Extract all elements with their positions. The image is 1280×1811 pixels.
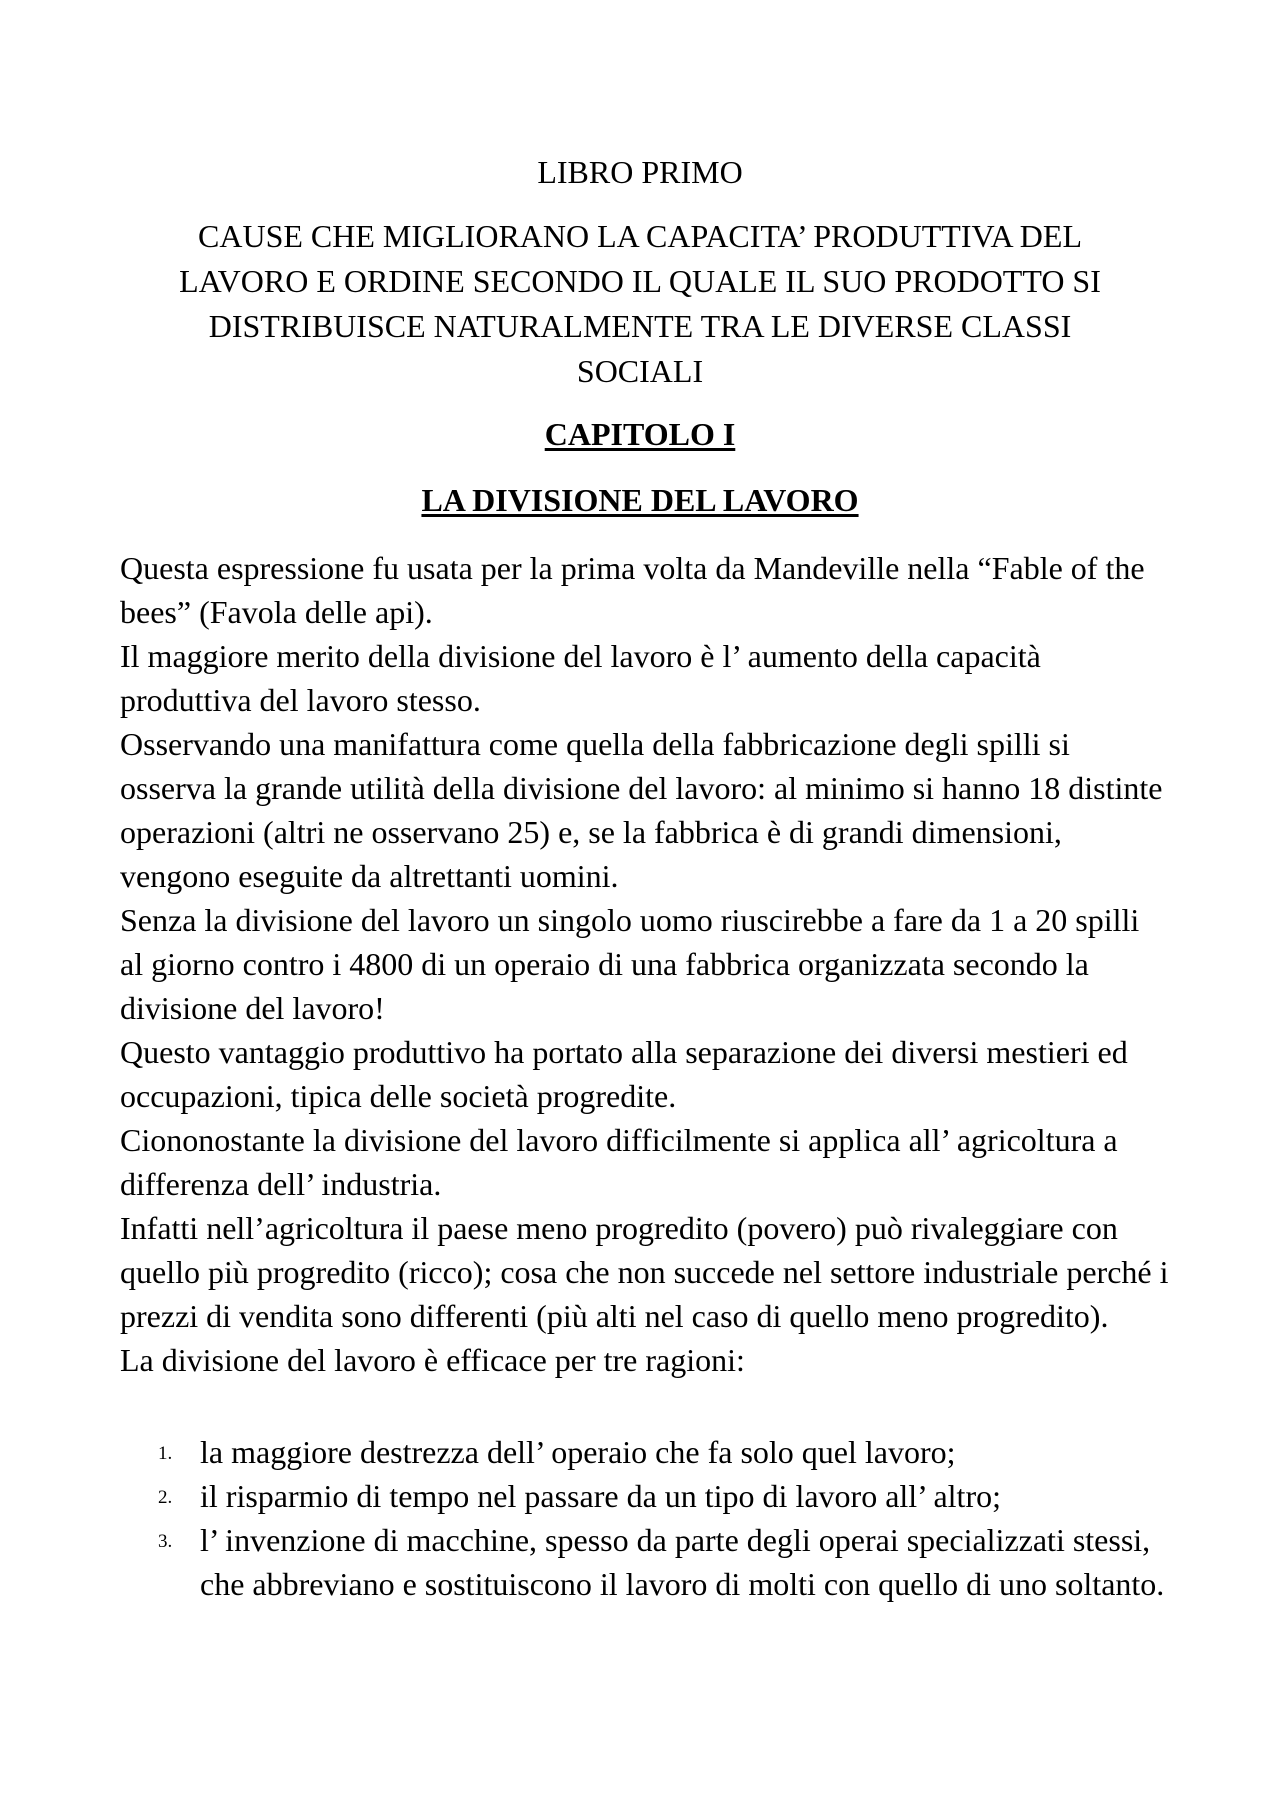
subtitle-line: LAVORO E ORDINE SECONDO IL QUALE IL SUO PRODOTTO SI (179, 263, 1101, 299)
chapter-title: LA DIVISIONE DEL LAVORO (421, 482, 859, 518)
paragraph: Questa espressione fu usata per la prima volta da Mandeville nella “Fable of the bees” (Favola delle api). (120, 550, 1145, 630)
list-item (120, 1474, 1170, 1518)
book-subtitle (120, 214, 1160, 394)
list-item-text: il risparmio di tempo nel passare da un tipo di lavoro all’ altro; (200, 1478, 1001, 1514)
list-item-text: l’ invenzione di macchine, spesso da parte degli operai specializzati stessi, che abbreviano e sostituiscono il lavoro di molti con quello di uno soltanto. (200, 1522, 1165, 1602)
subtitle-line: DISTRIBUISCE NATURALMENTE TRA LE DIVERSE CLASSI (208, 308, 1072, 344)
paragraph: Infatti nell’agricoltura il paese meno progredito (povero) può rivaleggiare con quello più progredito (ricco); cosa che non succede nel settore industriale perché i prezzi di vendita sono differenti (più alti nel caso di quello meno progredito). (120, 1210, 1169, 1334)
list-item (120, 1430, 1170, 1474)
list-item-text: la maggiore destrezza dell’ operaio che fa solo quel lavoro; (200, 1434, 956, 1470)
paragraph: Osservando una manifattura come quella della fabbricazione degli spilli si osserva la grande utilità della divisione del lavoro: al minimo si hanno 18 distinte operazioni (altri ne osservano 25) e, se la fabbrica è di grandi dimensioni, vengono eseguite da altrettanti uomini. (120, 726, 1163, 894)
list-item-number: 3. (158, 1531, 173, 1552)
book-title: LIBRO PRIMO (537, 154, 743, 190)
paragraph: Questo vantaggio produttivo ha portato alla separazione dei diversi mestieri ed occupazioni, tipica delle società progredite. (120, 1034, 1128, 1114)
paragraph: Senza la divisione del lavoro un singolo uomo riuscirebbe a fare da 1 a 20 spilli al giorno contro i 4800 di un operaio di una fabbrica organizzata secondo la divisione del lavoro! (120, 902, 1140, 1026)
chapter-title-heading (0, 478, 1280, 522)
numbered-list (120, 1430, 1170, 1606)
subtitle-line: CAUSE CHE MIGLIORANO LA CAPACITA’ PRODUTTIVA DEL (198, 218, 1082, 254)
list-item (120, 1518, 1170, 1606)
body-text (120, 546, 1170, 1382)
paragraph: Il maggiore merito della divisione del lavoro è l’ aumento della capacità produttiva del lavoro stesso. (120, 638, 1041, 718)
subtitle-line: SOCIALI (576, 353, 704, 389)
chapter-heading (0, 412, 1280, 456)
list-item-number: 2. (158, 1487, 173, 1508)
paragraph: La divisione del lavoro è efficace per tre ragioni: (120, 1342, 745, 1378)
list-item-number: 1. (158, 1443, 173, 1464)
paragraph: Ciononostante la divisione del lavoro difficilmente si applica all’ agricoltura a differenza dell’ industria. (120, 1122, 1118, 1202)
chapter-number: CAPITOLO I (544, 416, 736, 452)
